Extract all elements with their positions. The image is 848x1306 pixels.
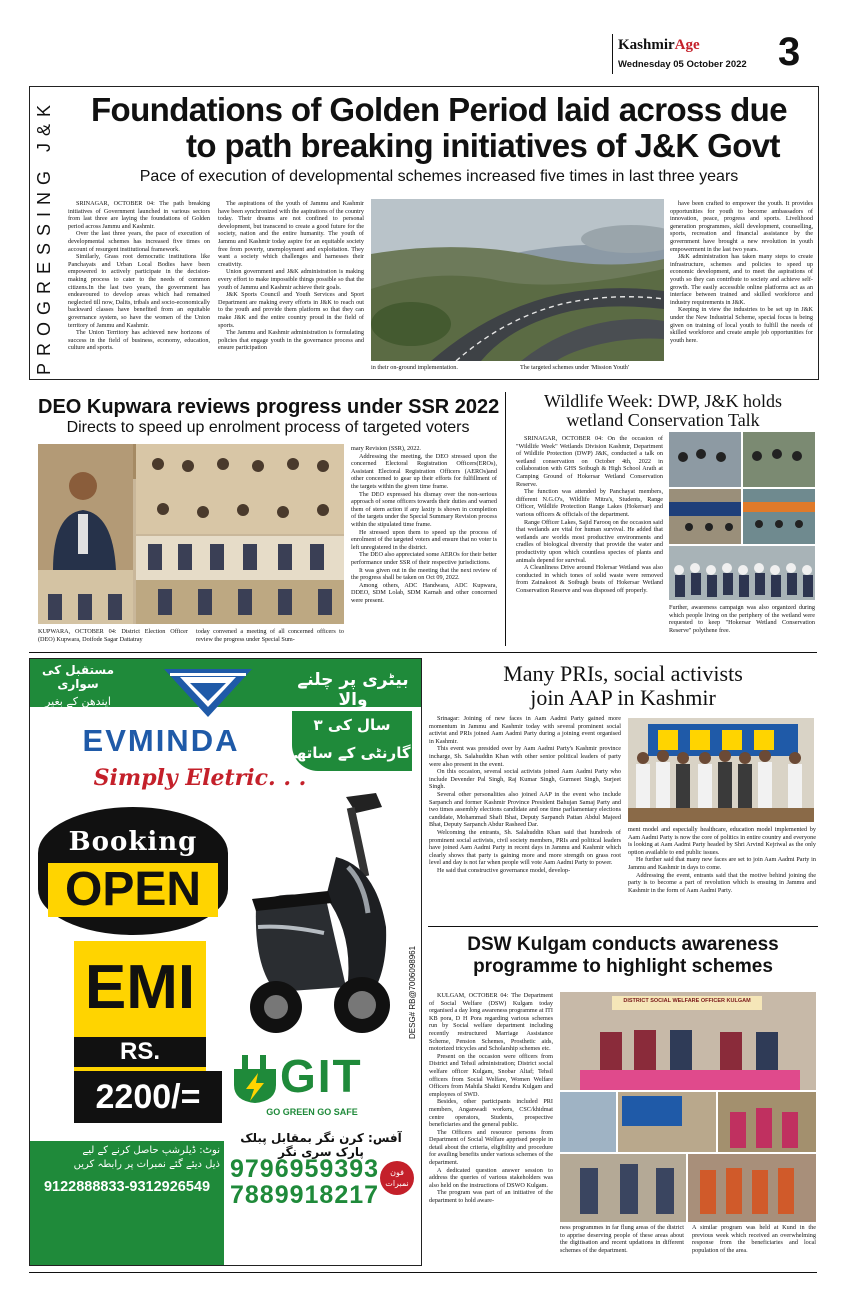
ad-tagline: Simply Eletric. . . <box>93 765 307 791</box>
paragraph: Besides, other participants included PRI members, Anganwadi workers, CSC/khidmat centre operators, Students, prospective beneficiaries and the general public. <box>429 1098 553 1129</box>
wetland-photo-collage <box>669 432 815 600</box>
ad-urdu-line-2: ایندھن کے بغیر <box>45 695 111 708</box>
ad-git-logo: GIT <box>280 1050 363 1102</box>
paragraph: have been crafted to empower the youth. It provides opportunities for youth to become ambassadors of innovation, peace, progress and sports. Livelihood generation programmes, skill development, counselling, sports, recreation and financial assistance by the government have brought a new revolution in youth empowerment in the last two years. <box>670 200 813 253</box>
paragraph: J&K administration has taken many steps to create infrastructure, schemes and policies to speed up economic development, and to meet the aspirations of youth so they can contribute to society and achieve self-growth. The easily accessible online platforms act as an interface between trained and skilled workforce and industry requirements in J&K. <box>670 253 813 306</box>
ad-dealership-phones: 9122888833-9312926549 <box>43 1179 211 1195</box>
ad-phone-badge: فون نمبرات <box>380 1161 414 1195</box>
deo-caption-col-1: KUPWARA, OCTOBER 04: District Election Officer (DEO) Kupwara, Doifode Sagar Dattatray <box>38 628 188 643</box>
ad-warranty-badge: ۳ سال کی گارنٹی کے ساتھ <box>292 711 412 771</box>
ad-git-tagline: GO GREEN GO SAFE <box>266 1107 358 1117</box>
paragraph: Keeping in view the industries to be set up in J&K under the New Industrial Scheme, special focus is being given on training of local youth to fulfill the needs of skilled workforce and create ample job opportunities for youth here. <box>670 306 813 344</box>
paper-name <box>618 37 700 54</box>
paragraph: Srinagar: Joining of new faces in Aam Aadmi Party gained more momentum in Jammu and Kashmir today with several prominent social activist and PRIs joined Aam Aadmi Party during a joining event organised in Kashmir. <box>429 715 621 745</box>
masthead <box>612 30 812 78</box>
ad-phone-1: 9796959393 <box>230 1155 380 1183</box>
paragraph: mary Revision (SSR), 2022. <box>351 445 421 452</box>
paragraph: SRINAGAR, OCTOBER 04: The path breaking initiatives of Government launched in various sectors from last three are laying the foundations of Golden period across Jammu and Kashmir. <box>68 200 210 230</box>
ad-open-label: OPEN <box>48 863 218 917</box>
paragraph: Addressing the event, entrants said that the motive behind joining the party is to become a part of revolution which is ensuing in Jammu and Kashmir in the form of Aam Aadmi Party. <box>628 871 816 894</box>
deo-meeting-graphic <box>38 444 344 624</box>
section-rule <box>428 926 818 927</box>
ad-booking-label: Booking <box>68 827 198 857</box>
highway-photo <box>371 199 664 361</box>
ad-urdu-address: آفس: کرن نگر بمقابل پبلک پارک سری نگر <box>240 1131 402 1159</box>
dsw-headline-line-2: programme to highlight schemes <box>473 956 773 977</box>
wetland-col-1 <box>516 435 663 645</box>
paragraph: Present on the occasion were officers from District and Tehsil administration; District social welfare officer Kulgam, Snobar Altaf; Tehsil officers from Social Welfare, Women Welfare Officers from Mahila Shakti Kendra Kulgam and employees of SWD. <box>429 1052 553 1098</box>
top-story-col-2 <box>218 200 364 378</box>
top-story-col-4-tail: The targeted schemes under 'Mission Youth' <box>520 364 630 371</box>
dsw-headline <box>428 934 818 978</box>
paragraph: A dedicated question answer session to address the queries of various stakeholders was also held on the instructions of DSWO Kulgam. <box>429 1166 553 1189</box>
paragraph: The Officers and resource persons from Department of Social Welfare apprised people in detail about the criteria, eligibility and procedure for availing benefits under various schemes of the department. <box>429 1128 553 1167</box>
dsw-col-2: ness programmes in far flung areas of the district to apprise deserving people of these areas about the digitisation and recent updations in different schemes of the department. <box>560 1224 684 1254</box>
dsw-photo-collage <box>560 992 816 1222</box>
ad-urdu-future-ride <box>34 663 122 708</box>
ad-urdu-battery: بیٹری پر چلنے والا <box>297 670 409 710</box>
deo-meeting-photo <box>38 444 344 624</box>
deo-col-3 <box>351 445 497 645</box>
ad-urdu-note <box>34 1145 220 1170</box>
paragraph: J&K Sports Council and Youth Services and Sport Department are making every efforts in J&K to reach out to the youth and provide them platform so that they can make J&K and the entire country proud in the field of sports. <box>218 291 364 329</box>
paragraph: He stressed upon them to speed up the process of enrolment of the targeted voters and ensure that no voter is left unregistered in the district. <box>351 528 497 551</box>
ad-urdu-line-1: مستقبل کی سواری <box>41 663 115 691</box>
deo-subhead: Directs to speed up enrolment process of targeted voters <box>66 419 470 436</box>
aap-headline-line-1: Many PRIs, social activists <box>503 661 743 686</box>
paragraph: He further said that many new faces are set to join Aam Aadmi Party in Jammu and Kashmir in days to come. <box>628 856 816 871</box>
ad-design-code: DESG# RB@7006098961 <box>408 945 417 1039</box>
column-divider <box>505 392 506 646</box>
wetland-headline-line-1: Wildlife Week: DWP, J&K holds <box>544 391 782 411</box>
masthead-rule <box>612 34 613 74</box>
highway-photo-graphic <box>371 199 664 361</box>
top-subhead: Pace of execution of developmental schemes increased five times in last three years <box>139 168 739 185</box>
issue-date: Wednesday 05 October 2022 <box>618 59 747 70</box>
paragraph: The aspirations of the youth of Jammu and Kashmir have been synchronized with the aspirations of the country today. Their dreams are not confined to personal development, but transcend to create a good future for the society, nation and the entire humanity. The youth of Jammu and Kashmir today aspire for an equitable society free from poverty, unemployment and exploitation. They want a society which challenges and harnesses their creativity. <box>218 200 364 268</box>
top-headline-line-2: to path breaking initiatives of J&K Govt <box>186 127 780 164</box>
git-plug-icon <box>226 1051 284 1113</box>
paragraph: SRINAGAR, OCTOBER 04: On the occasion of "Wildlife Week" Wetlands Division Kashmir, Department of Wildlife Protection (DWP) J&K, conducted a talk on wetland conservation on October 4th, 2022 in collaboration with GHS Soibugh & High School Arath at Camping Ground of Hokersar Wetland Conservation Reserve. <box>516 435 663 488</box>
section-rule <box>29 652 817 653</box>
dsw-banner-text: DISTRICT SOCIAL WELFARE OFFICER KULGAM <box>623 998 751 1004</box>
paragraph: Over the last three years, the pace of execution of developmental schemes has increased five times on account of resurgent institutional framework. <box>68 230 210 253</box>
paragraph: This event was presided over by Aam Aadmi Party's Kashmir province incharge, Sh. Salahuddin Khan with other senior political leaders of party were also present in the event. <box>429 745 621 768</box>
paragraph: It was given out in the meeting that the next review of the progress shall be taken on Oct 09, 2022. <box>351 566 497 582</box>
paragraph: Among others, ADC Handwara, ADC Kupwara, DDEO, SDM Lolab, SDM Karnah and other concerned were present. <box>351 581 497 604</box>
top-headline <box>64 92 814 164</box>
paragraph: ment model and especially healthcare, education model implemented by Aam Aadmi Party is now the core of politics in entire country and everyone is looking at Aam Aadmi Party headed by Shri Arvind Kejriwal as the only option available to end public issues. <box>628 826 816 856</box>
paragraph: The Union Territory has achieved new horizons of success in the field of business, economy, education, culture and sports. <box>68 329 210 352</box>
wetland-collage-graphic <box>669 432 815 600</box>
evminda-logo-icon <box>160 663 256 719</box>
paragraph: Similarly, Grass root democratic institutions like Panchayats and Urban Local Bodies have been empowered to actively participate in the decision-making process to cater to the needs of common citizens.In the last two years, the government has endeavoured to develop areas which had remained neglected till now, Dalits, tribals and socio-economically backward classes have benefited from an equitable governance system, so have the women of the Union territory of Jammu and Kashmir. <box>68 253 210 329</box>
paragraph: The Jammu and Kashmir administration is formulating policies that engage youth in the governance process and ensure participation <box>218 329 364 352</box>
ad-urdu-note-line-2: ذیل دیئے گئے نمبرات پر رابطہ کریں <box>73 1159 220 1170</box>
aap-event-graphic <box>628 718 814 822</box>
dsw-col-1 <box>429 992 553 1268</box>
ad-rs-label: RS. <box>74 1037 206 1067</box>
paragraph: The program was part of an initiative of the department to hold aware- <box>429 1189 553 1205</box>
paragraph: On this occasion, several social activists joined Aam Aadmi Party who include Devender Pal Singh, Raj Kumar Singh, Gurmeet Singh, Surjeet Singh. <box>429 768 621 791</box>
top-story-col-5 <box>670 200 813 376</box>
paragraph: Welcoming the entrants, Sh. Salahuddin Khan said that hundreds of prominent social activists, civil society members, PRIs and political leaders have joined Aam Aadmi Party in recent days in Jammu and Kashmir which clearly shows that party is gaining more and more strength on grass root level and day is not far when people will vote Aam Aadmi Party to power. <box>429 828 621 867</box>
dsw-col-3: A similar program was held at Kund in the previous week which received an overwhelming response from the beneficiaries and local population of the area. <box>692 1224 816 1254</box>
ad-emi-label: EMI <box>84 953 196 1022</box>
page-number: 3 <box>778 30 801 74</box>
top-headline-line-1: Foundations of Golden Period laid across due <box>90 91 787 128</box>
paragraph: The DEO expressed his dismay over the non-serious approach of some officers towards their duties and warned them of stern action if any laxity is shown in completion of the targets under the Special Summary Revision process within the stipulated time frame. <box>351 490 497 528</box>
paper-name-part-2: Age <box>674 37 700 53</box>
paragraph: The function was attended by Panchayat members, different N.G.O's, Wildlife Mitra's, Students, Range Officer, Wildlife Protection Range Lakes (Hokersar) and various officers & officials of the department. <box>516 488 663 518</box>
dsw-collage-graphic <box>560 992 816 1222</box>
wetland-headline <box>508 392 818 430</box>
top-story-col-3-tail: in their on-ground implementation. <box>371 364 458 371</box>
paragraph: Range Officer Lakes, Sajid Farooq on the occasion said that wetlands are vital for human survival. He added that wetlands are worlds most productive environments and cradles of biological diversity that provide the water and productivity upon which countless species of plants and animals depend for survival. <box>516 518 663 564</box>
aap-headline-line-2: join AAP in Kashmir <box>530 685 716 710</box>
paragraph: Several other personalities also joined AAP in the event who include Sarpanch and former Kashmir Province President Bahujan Samaj Party and two times assembly elections candidate and one time parliamentary elections candidate, Mohammad Shafi Bhat, Deputy Sarpanch Pattan Abdul Majeed Bhat, Deputy Sarpanch Abdur Rasheed Dar. <box>429 790 621 829</box>
paragraph: A Cleanliness Drive around Holersar Wetland was also conducted in which tones of solid waste were removed from Zainakoot & Soibugh beats of Hokersar Wetland Conservation Reserve and was disposed off properly. <box>516 564 663 594</box>
top-story-col-1 <box>68 200 210 378</box>
aap-col-2 <box>628 826 816 918</box>
ad-brand-name: EVMINDA <box>82 723 240 758</box>
paragraph: He said that constructive governance model, develop- <box>437 866 571 874</box>
evminda-advertisement[interactable] <box>29 658 422 1266</box>
wetland-col-2: Further, awareness campaign was also organized during which people living on the periphery of the wetland were requested to keep "Hokersar Wetland Conservation Reserve" polythene free. <box>669 604 815 634</box>
ad-phone-2: 7889918217 <box>230 1181 380 1209</box>
aap-event-photo <box>628 718 814 822</box>
paragraph: The DEO also appreciated some AEROs for their better performance under SSR of their respective jurisdictions. <box>351 551 497 566</box>
aap-col-1 <box>429 715 621 915</box>
ad-urdu-note-line-1: نوٹ: ڈیلرشپ حاصل کرنے کے لیے <box>82 1145 220 1156</box>
page-bottom-rule <box>29 1272 817 1273</box>
wetland-headline-line-2: wetland Conservation Talk <box>566 410 760 430</box>
paper-name-part-1: Kashmir <box>618 37 675 53</box>
dsw-headline-line-1: DSW Kulgam conducts awareness <box>467 934 779 955</box>
electric-scooter-illustration <box>236 787 406 1037</box>
paragraph: Union government and J&K administration is making every effort to make impossible things possible so that the youth of Jammu and Kashmir achieve their goals. <box>218 268 364 291</box>
aap-headline <box>428 662 818 710</box>
paragraph: Addressing the meeting, the DEO stressed upon the concerned Electoral Registration Officers(EROs), Assistant Electoral Registration Officers (AEROs)and other concerned to gear up their efforts for fulfillment of the targets within the given time frame. <box>351 452 497 490</box>
paragraph: KULGAM, OCTOBER 04: The Department of Social Welfare (DSW) Kulgam today organised a day long awareness programme at ITI KB pora, D H Pora regarding various schemes run by Social welfare department including recently restructured Marriage Assistance Scheme, Pension Schemes, Prosthetic aids, motorized tricycles and Scholarship schemes etc. <box>429 992 553 1053</box>
ad-booking-badge <box>38 807 228 935</box>
ad-price: 2200/= <box>74 1071 222 1123</box>
deo-caption-col-2: today convened a meeting of all concerned officers to review the progress under Special Sum- <box>196 628 344 643</box>
side-label: PROGRESSING J&K <box>34 97 54 375</box>
deo-headline: DEO Kupwara reviews progress under SSR 2022 <box>38 396 500 418</box>
